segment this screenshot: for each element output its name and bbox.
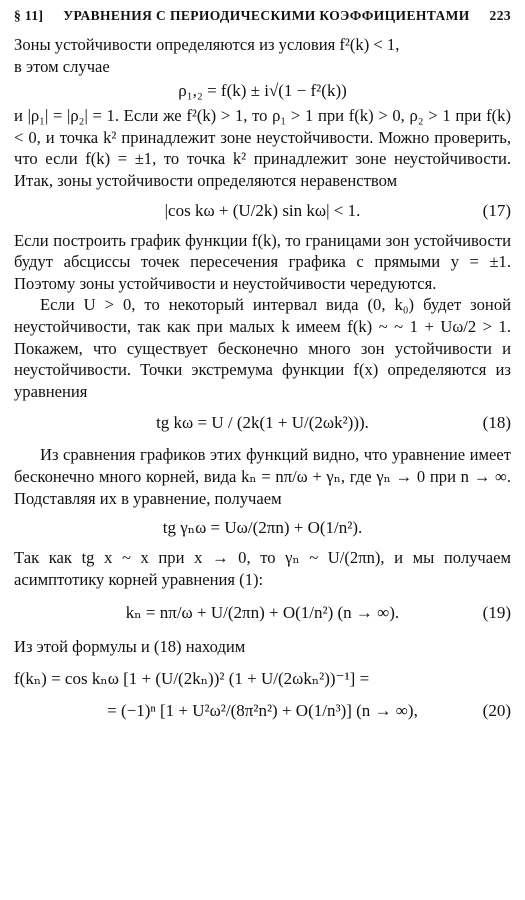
equation-19 (14, 602, 511, 624)
running-header (14, 8, 511, 34)
equation-18-body: tg kω = U / (2k(1 + U/(2ωk²))). (156, 413, 369, 433)
equation-18 (14, 412, 511, 434)
paragraph-7: Из этой формулы и (18) находим (14, 637, 246, 657)
equation-20-body: = (−1)ⁿ [1 + U²ω²/(8π²n²) + O(1/n³)] (n → ∞), (107, 700, 418, 720)
chapter-title: УРАВНЕНИЯ С ПЕРИОДИЧЕСКИМИ КОЭФФИЦИЕНТАМИ (63, 8, 470, 23)
paragraph-4: Если U > 0, то некоторый интервал вида (0, k₀) будет зоной неустойчивости, так как при малых k имеем f(k) ~ ~ 1 + Uω/2 > 1. Покажем, что существует бесконечно много зон устойчивости и неустойчивости. Точки экстремума функции f(x) определяются из уравнения (14, 295, 511, 401)
equation-20-number: (20) (482, 700, 511, 720)
paragraph-3: Если построить график функции f(k), то границами зон устойчивости будут абсциссы точек пересечения графика с прямыми y = ±1. Поэтому зоны устойчивости и неустойчивости чередуются. (14, 230, 511, 293)
equation-rho: ρ₁,₂ = f(k) ± i√(1 − f²(k)) (178, 81, 347, 101)
equation-20 (14, 700, 511, 722)
equation-17-number: (17) (482, 200, 511, 220)
equation-19-number: (19) (482, 603, 511, 623)
equation-17-body: |cos kω + (U/2k) sin kω| < 1. (164, 200, 361, 220)
section-number: § 11] (14, 8, 44, 23)
equation-18-number: (18) (482, 413, 511, 433)
paragraph-2: и |ρ₁| = |ρ₂| = 1. Если же f²(k) > 1, то ρ₁ > 1 при f(k) > 0, ρ₂ > 1 при f(k) < 0, и точка k² принадлежит зоне неустойчивости. Можно проверить, что если f(k) = ±1, то точка k² принадлежит зоне неустойчивости. Итак, зоны устойчивости определяются неравенством (14, 106, 511, 190)
page-number: 223 (489, 8, 511, 23)
equation-19-body: kₙ = nπ/ω + U/(2πn) + O(1/n²) (n → ∞). (125, 603, 400, 623)
paragraph-1a: Зоны устойчивости определяются из условия f²(k) < 1, (14, 35, 400, 54)
equation-gamma: tg γₙω = Uω/(2πn) + O(1/n²). (162, 518, 363, 538)
paragraph-1b: в этом случае (14, 56, 110, 76)
equation-17 (14, 200, 511, 222)
paragraph-6: Так как tg x ~ x при x → 0, то γₙ ~ U/(2πn), и мы получаем асимптотику корней уравнения (1): (14, 548, 511, 589)
paragraph-5: Из сравнения графиков этих функций видно, что уравнение имеет бесконечно много корней, вида kₙ = nπ/ω + γₙ, где γₙ → 0 при n → ∞. Подставляя их в уравнение, получаем (14, 445, 511, 508)
equation-20-line-1: f(kₙ) = cos kₙω [1 + (U/(2kₙ))² (1 + U/(2ωkₙ²))⁻¹] = (14, 668, 370, 688)
